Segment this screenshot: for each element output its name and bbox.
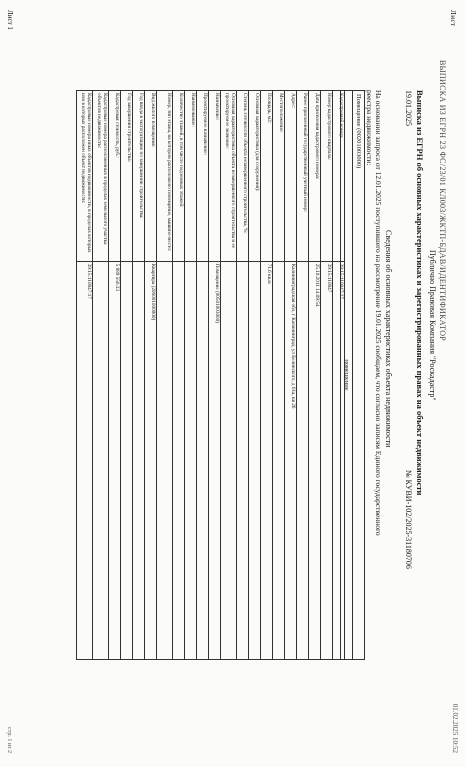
table-row [77,91,93,660]
row-value [157,261,173,659]
table-row [309,91,321,660]
row-key: Кадастровая стоимость, руб.: [109,91,121,262]
row-value: 39:15:110847:17 [77,261,93,659]
table-row [93,91,109,660]
table-row [185,91,197,660]
object-label: Помещение (00201003000) [353,91,365,660]
table-row [145,91,157,660]
row-value [297,261,309,659]
row-key: Наименование: [185,91,197,262]
table-row [109,91,121,660]
table-row [273,91,285,660]
row-value [197,261,209,659]
table-row [121,91,133,660]
table-row [237,91,249,660]
row-value: 39:15:110847:27 [333,261,345,659]
row-key: Ранее присвоенный государственный учетный номер: [297,91,309,262]
row-value: 25.10.2011 14:09:54 [309,261,321,659]
page-count: стр. 1 из 2 [6,727,12,753]
row-value [185,261,197,659]
row-value [133,261,145,659]
row-key: Кадастровые номера расположенных в пределах земельного участка объектов недвижимости: [93,91,109,262]
row-key: Основная характеристика (для сооружения): [249,91,261,262]
top-left-label: Лист [449,10,457,27]
row-value [237,261,249,659]
table-row [285,91,297,660]
row-key: Номер кадастрового квартала: [321,91,333,262]
row-key: Количество этажей, в том числе подземных этажей: [173,91,185,262]
request-text-line-1: На основании запроса от 12.01.2025 поступившего на рассмотрение 19.01.2025 сообщаем, что согласно записям Единого государственного [374,90,383,536]
row-value: 5 889 556.33 [109,261,121,659]
row-key: Степень готовности объекта незавершенного строительства, %: [237,91,249,262]
table-row [133,91,145,660]
row-key: Год ввода в эксплуатацию по завершении строительства: [133,91,145,262]
row-value [249,261,261,659]
row-key: Проектируемое назначение: [197,91,209,262]
row-value [273,261,285,659]
table-row [333,91,345,660]
sheet-number: Лист 1 [6,10,14,30]
row-key: Кадастровые номера иных объектов недвижимости, в пределах которых или в которых расположен объект недвижимости: [77,91,93,262]
row-value: Помещение (00501003000) [209,261,221,659]
row-value [121,261,133,659]
row-key: Дата присвоения кадастрового номера: [309,91,321,262]
row-key: Местоположение: [273,91,285,262]
row-key: Адрес: [285,91,297,262]
table-row [209,91,221,660]
row-value [221,261,237,659]
section-title: Сведения об основных характеристиках объекта недвижимости [384,230,393,448]
row-value: 71.6 кв.м [261,261,273,659]
organization-name: Публично Правовая Компания "Роскадастр" [428,250,437,401]
request-text-line-2: реестра недвижимости: [365,90,374,166]
table-row [173,91,185,660]
row-value: 39:15:110847 [321,261,333,659]
document-date: 19.01.2025 [404,90,413,126]
object-label-row [353,91,365,660]
row-key: Вид жилого помещения: [145,91,157,262]
document-code-line: ВЫПИСКА ИЗ ЕГРН 23 ФС/23/01 КЛ003/ЖКТП-БДАВ/ИДЕНТИФИКАТОР [438,60,447,342]
table-row [157,91,173,660]
print-timestamp: 01.02.2025 10:52 [451,703,459,753]
row-key: Основная характеристика объекта незавершенного строительства и ее проектируемое значение: [221,91,237,262]
row-key: Номер, тип этажа, на котором расположено помещение, машино-место: [157,91,173,262]
table-row [221,91,237,660]
table-row [197,91,209,660]
row-key: Год завершения строительства: [121,91,133,262]
table-row [261,91,273,660]
document-number: № КУВИ-102/2025-31180706 [404,470,413,569]
row-value: Квартира (206001000000) [145,261,157,659]
document-title: Выписка из ЕГРН об основных характеристиках и зарегистрированных правах на объект недвижимости [415,90,425,496]
row-key: Назначение: [209,91,221,262]
row-value: Калининградская обл, г Калининград, ул Белинского, д 61а, кв 26 [285,261,297,659]
characteristics-table [76,90,345,660]
row-value [93,261,109,659]
table-row [249,91,261,660]
row-value [173,261,185,659]
object-type: помещение [341,91,353,660]
table-row [321,91,333,660]
row-key: Кадастровый номер: [333,91,345,262]
table-row [297,91,309,660]
row-key: Площадь, м2: [261,91,273,262]
